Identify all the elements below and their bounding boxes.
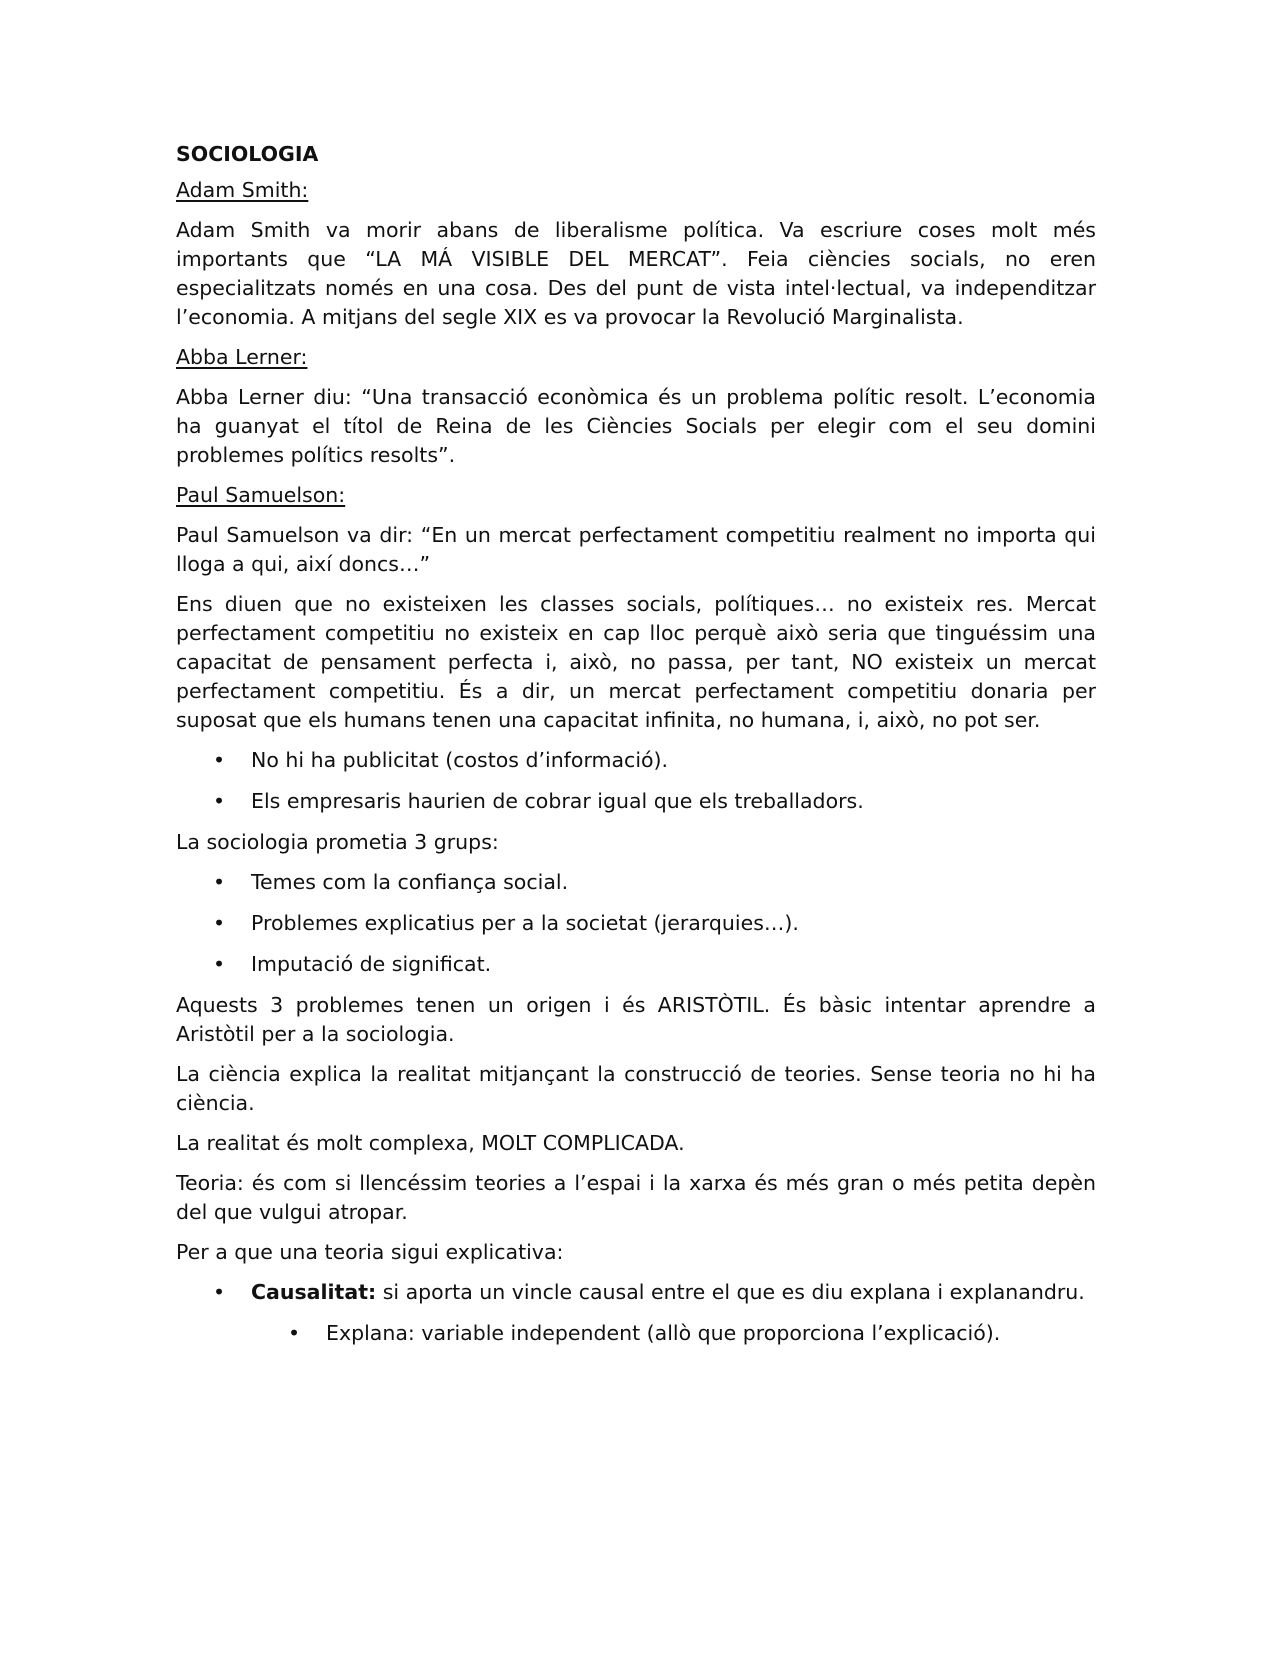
causality-term: Causalitat: <box>251 1280 377 1304</box>
bullet-icon: • <box>213 952 226 976</box>
list-item-text: Els empresaris haurien de cobrar igual que els treballadors. <box>251 789 864 813</box>
heading-abba-lerner: Abba Lerner: <box>176 345 308 369</box>
bullet-icon: • <box>213 870 226 894</box>
paragraph-aristotle: Aquests 3 problemes tenen un origen i és ARISTÒTIL. És bàsic intentar aprendre a Aristòtil per a la sociologia. <box>176 993 1096 1046</box>
list-item-text: Problemes explicatius per a la societat (jerarquies…). <box>251 911 799 935</box>
bullet-icon: • <box>213 789 226 813</box>
list-item <box>176 746 1096 775</box>
paragraph-groups-intro: La sociologia prometia 3 grups: <box>176 830 499 854</box>
paragraph-abba-lerner: Abba Lerner diu: “Una transacció econòmica és un problema polític resolt. L’economia ha guanyat el títol de Reina de les Ciències Socials per elegir com el seu domini problemes polítics resolts”. <box>176 385 1096 467</box>
bullet-list-explanatory <box>176 1278 1096 1348</box>
list-item <box>176 1278 1096 1307</box>
heading-paul-samuelson: Paul Samuelson: <box>176 483 346 507</box>
bullet-list-market <box>176 746 1096 816</box>
document-title: SOCIOLOGIA <box>176 142 319 166</box>
paragraph-paul-samuelson: Paul Samuelson va dir: “En un mercat perfectament competitiu realment no importa qui lloga a qui, així doncs…” <box>176 523 1096 576</box>
bullet-icon: • <box>213 748 226 772</box>
list-item <box>176 909 1096 938</box>
list-item <box>176 950 1096 979</box>
list-item <box>176 787 1096 816</box>
bullet-icon: • <box>288 1321 301 1345</box>
heading-adam-smith: Adam Smith: <box>176 178 309 202</box>
paragraph-reality: La realitat és molt complexa, MOLT COMPLICADA. <box>176 1131 685 1155</box>
list-item-text: Temes com la confiança social. <box>251 870 569 894</box>
list-item <box>176 868 1096 897</box>
list-item-text: Explana: variable independent (allò que proporciona l’explicació). <box>326 1321 1001 1345</box>
paragraph-explanatory-intro: Per a que una teoria sigui explicativa: <box>176 1240 564 1264</box>
causality-text: si aporta un vincle causal entre el que es diu explana i explanandru. <box>376 1280 1085 1304</box>
list-item-text: No hi ha publicitat (costos d’informació). <box>251 748 669 772</box>
paragraph-science: La ciència explica la realitat mitjançant la construcció de teories. Sense teoria no hi ha ciència. <box>176 1062 1096 1115</box>
bullet-list-groups <box>176 868 1096 979</box>
paragraph-market: Ens diuen que no existeixen les classes socials, polítiques… no existeix res. Mercat perfectament competitiu no existeix en cap lloc perquè això seria que tinguéssim una capacitat de pensament perfecta i, això, no passa, per tant, NO existeix un mercat perfectament competitiu. És a dir, un mercat perfectament competitiu donaria per suposat que els humans tenen una capacitat infinita, no humana, i, això, no pot ser. <box>176 592 1096 732</box>
bullet-icon: • <box>213 1280 226 1304</box>
list-item <box>176 1319 1096 1348</box>
list-item-text: Imputació de significat. <box>251 952 492 976</box>
paragraph-theory: Teoria: és com si llencéssim teories a l’espai i la xarxa és més gran o més petita depèn del que vulgui atropar. <box>176 1171 1096 1224</box>
document-page <box>176 140 1096 1360</box>
bullet-icon: • <box>213 911 226 935</box>
paragraph-adam-smith: Adam Smith va morir abans de liberalisme política. Va escriure coses molt més importants que “LA MÁ VISIBLE DEL MERCAT”. Feia ciències socials, no eren especialitzats només en una cosa. Des del punt de vista intel·lectual, va independitzar l’economia. A mitjans del segle XIX es va provocar la Revolució Marginalista. <box>176 218 1096 329</box>
